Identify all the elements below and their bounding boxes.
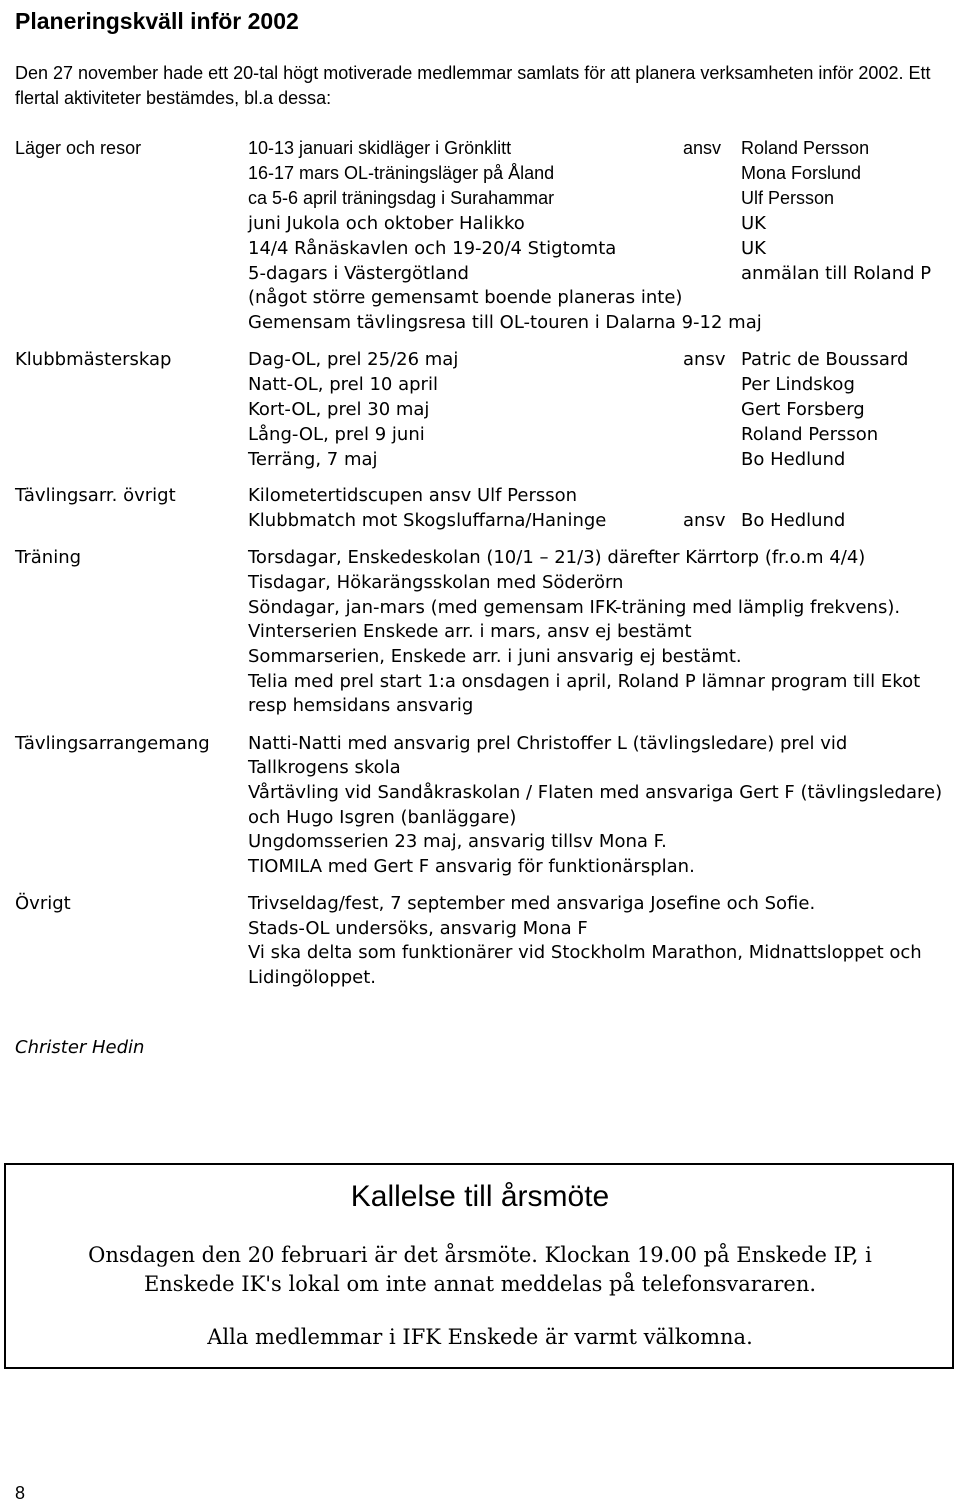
activity: 5-dagars i Västergötland (248, 263, 469, 284)
responsible: Per Lindskog (741, 374, 855, 395)
notice-text-line: Alla medlemmar i IFK Enskede är varmt välkomna. (207, 1325, 753, 1349)
activity: (något större gemensamt boende planeras inte) (248, 287, 683, 308)
responsible: UK (741, 213, 766, 234)
activity: 14/4 Rånäskavlen och 19-20/4 Stigtomta (248, 238, 617, 259)
text-line: Vårtävling vid Sandåkraskolan / Flaten med ansvariga Gert F (tävlingsledare) (248, 782, 943, 803)
text-line: resp hemsidans ansvarig (248, 695, 474, 716)
section-label: Läger och resor (15, 138, 142, 158)
responsible: Ulf Persson (741, 188, 835, 208)
activity: Kilometertidscupen ansv Ulf Persson (248, 485, 578, 506)
text-line: Ungdomsserien 23 maj, ansvarig tillsv Mona F. (248, 831, 667, 852)
activity: 16-17 mars OL-träningsläger på Åland (248, 163, 555, 183)
text-line: Vi ska delta som funktionärer vid Stockholm Marathon, Midnattsloppet och (248, 942, 922, 963)
text-line: och Hugo Isgren (banläggare) (248, 807, 517, 828)
text-line: Trivseldag/fest, 7 september med ansvariga Josefine och Sofie. (248, 893, 816, 914)
text-line: Stads-OL undersöks, ansvarig Mona F (248, 918, 588, 939)
activity: Terräng, 7 maj (248, 449, 378, 470)
activity: ca 5-6 april träningsdag i Surahammar (248, 188, 555, 208)
activity: Lång-OL, prel 9 juni (248, 424, 425, 445)
text-line: Tisdagar, Hökarängsskolan med Söderörn (248, 572, 624, 593)
responsible: anmälan till Roland P (741, 263, 932, 284)
activity: Kort-OL, prel 30 maj (248, 399, 430, 420)
section-label: Träning (15, 547, 82, 568)
notice-text-line: Onsdagen den 20 februari är det årsmöte. Klockan 19.00 på Enskede IP, i (88, 1243, 872, 1267)
text-line: Tallkrogens skola (248, 757, 401, 778)
responsible: Roland Persson (741, 138, 870, 158)
notice-title: Kallelse till årsmöte (350, 1180, 610, 1213)
text-line: TIOMILA med Gert F ansvarig för funktionärsplan. (248, 856, 695, 877)
section-label: Tävlingsarrangemang (15, 733, 210, 754)
activity: Dag-OL, prel 25/26 maj (248, 349, 459, 370)
responsible: Bo Hedlund (741, 510, 846, 531)
activity: juni Jukola och oktober Halikko (248, 213, 525, 234)
text-line: Natti-Natti med ansvarig prel Christoffer L (tävlingsledare) prel vid (248, 733, 848, 754)
text-line: Lidingöloppet. (248, 967, 377, 988)
section-label: Övrigt (15, 893, 71, 914)
page-title: Planeringskväll inför 2002 (15, 8, 299, 34)
text-line: Vinterserien Enskede arr. i mars, ansv ej bestämt (248, 621, 692, 642)
section-label: Klubbmästerskap (15, 349, 172, 370)
activity: Klubbmatch mot Skogsluffarna/Haninge (248, 510, 607, 531)
signature: Christer Hedin (15, 1037, 145, 1058)
ansv-label: ansv (683, 349, 726, 370)
section-label: Tävlingsarr. övrigt (15, 485, 176, 506)
text-line: Telia med prel start 1:a onsdagen i april, Roland P lämnar program till Ekot (248, 671, 921, 692)
responsible: Gert Forsberg (741, 399, 865, 420)
text-line: Torsdagar, Enskedeskolan (10/1 – 21/3) därefter Kärrtorp (fr.o.m 4/4) (248, 547, 866, 568)
activity: Natt-OL, prel 10 april (248, 374, 438, 395)
ansv-label: ansv (683, 138, 722, 158)
ansv-label: ansv (683, 510, 726, 531)
notice-text-line: Enskede IK's lokal om inte annat meddelas på telefonsvararen. (143, 1272, 817, 1296)
responsible: Bo Hedlund (741, 449, 846, 470)
text-line: Söndagar, jan-mars (med gemensam IFK-träning med lämplig frekvens). (248, 597, 901, 618)
responsible: Roland Persson (741, 424, 879, 445)
activity: Gemensam tävlingsresa till OL-touren i Dalarna 9-12 maj (248, 312, 762, 333)
intro-paragraph: Den 27 november hade ett 20-tal högt motiverade medlemmar samlats för att planera verksamheten inför 2002. Ett flertal aktiviteter bestämdes, bl.a dessa: (15, 63, 931, 108)
responsible: UK (741, 238, 766, 259)
responsible: Patric de Boussard (741, 349, 909, 370)
activity: 10-13 januari skidläger i Grönklitt (248, 138, 512, 158)
page-number: 8 (15, 1483, 26, 1503)
responsible: Mona Forslund (741, 163, 862, 183)
text-line: Sommarserien, Enskede arr. i juni ansvarig ej bestämt. (248, 646, 742, 667)
